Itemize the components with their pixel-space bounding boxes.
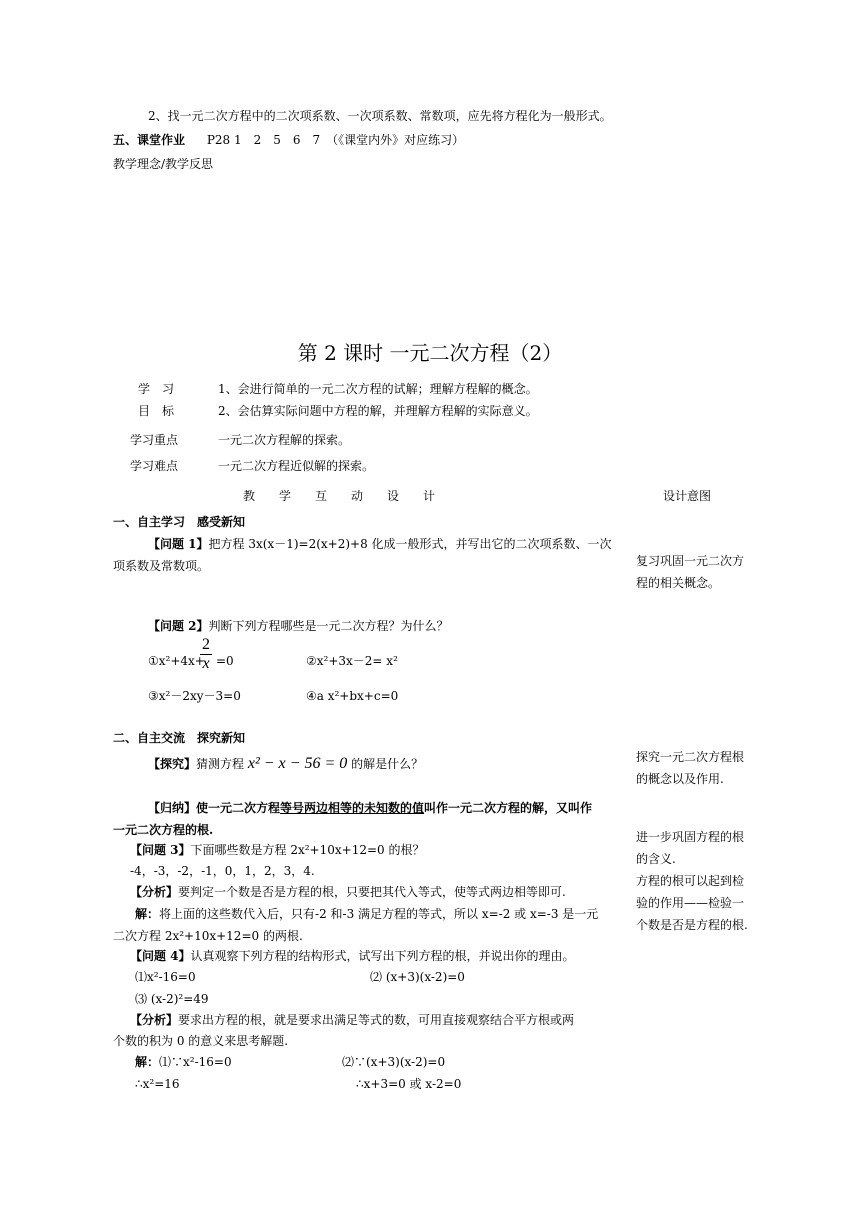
goal-1: 1、会进行简单的一元二次方程的试解；理解方程解的概念。 [218, 382, 538, 396]
solution-2-label: 解： [135, 1055, 160, 1069]
solution-2-line-1: ⑴∵x²-16=0 [159, 1055, 232, 1069]
analysis-2 [130, 1012, 574, 1028]
solution-2-line-2: ⑵∵(x+3)(x-2)=0 [342, 1055, 446, 1069]
solution-1-label: 解： [135, 907, 160, 921]
question-2-text: 判断下列方程哪些是一元二次方程？为什么？ [208, 619, 449, 633]
question-3-text: 下面哪些数是方程 2x²+10x+12=0 的根？ [190, 843, 425, 857]
note-point-2: 2、找一元二次方程中的二次项系数、一次项系数、常数项，应先将方程化为一般形式。 [148, 109, 612, 123]
question-3-label: 【问题 3】 [130, 843, 191, 857]
explore-text-b: 的解是什么？ [351, 757, 424, 771]
key-point-text: 一元二次方程解的探索。 [218, 433, 351, 447]
question-1 [148, 536, 612, 552]
question-1-cont: 项系数及常数项。 [113, 559, 210, 573]
question-4-label: 【问题 4】 [130, 949, 191, 963]
fraction-numerator: 2 [202, 636, 210, 653]
key-point-label: 学习重点 [130, 433, 179, 447]
section-heading-1: 一、自主学习 感受新知 [113, 515, 246, 529]
analysis-1-label: 【分析】 [130, 885, 179, 899]
equation-1-b: =0 [216, 654, 234, 668]
solution-2-a [135, 1054, 232, 1070]
difficulty-label: 学习难点 [130, 459, 179, 473]
section-heading-2: 二、自主交流 探究新知 [113, 731, 246, 745]
analysis-2-cont: 个数的积为 0 的意义来思考解题. [113, 1034, 289, 1048]
analysis-2-label: 【分析】 [130, 1013, 179, 1027]
equation-2: ②x²+3x－2= x² [306, 654, 398, 668]
explore-text-a: 猜测方程 [196, 757, 245, 771]
homework-label: 五、课堂作业 [113, 133, 186, 147]
goals-label-2: 目 标 [138, 404, 175, 418]
question-4-eq-3: ⑶ (x-2)²=49 [135, 992, 209, 1006]
homework-text: P28 1 2 5 6 7 （《课堂内外》对应练习） [206, 133, 465, 147]
question-2-label: 【问题 2】 [148, 619, 209, 633]
solution-2-line-4: ∴x+3=0 或 x-2=0 [356, 1077, 462, 1091]
analysis-2-text: 要求出方程的根，就是要求出满足等式的数，可用直接观察结合平方根或两 [178, 1013, 575, 1027]
explore-label: 【探究】 [148, 757, 197, 771]
reflection-label: 教学理念/教学反思 [113, 157, 214, 171]
side-note-2: 探究一元二次方程根的概念以及作用. [636, 750, 745, 786]
question-4-eq-1: ⑴x²-16=0 [135, 970, 196, 984]
page-title: 第 2 课时 一元二次方程（2） [297, 341, 563, 365]
solution-2-line-3: ∴x²=16 [135, 1077, 180, 1091]
explore-equation: x² − x − 56 = 0 [247, 755, 348, 772]
analysis-1-text: 要判定一个数是否是方程的根，只要把其代入等式，使等式两边相等即可. [178, 885, 566, 899]
question-3-numbers: -4，-3，-2，-1，0，1，2，3，4. [130, 864, 315, 878]
question-3 [130, 842, 424, 858]
goals-label-1: 学 习 [138, 382, 175, 396]
equation-4: ④a x²+bx+c=0 [306, 689, 399, 703]
column-header-main: 教 学 互 动 设 计 [243, 489, 436, 503]
question-4 [130, 948, 575, 964]
equation-3: ③x²－2xy－3=0 [148, 689, 241, 703]
question-1-text: 把方程 3x(x－1)=2(x+2)+8 化成一般形式，并写出它的二次项系数、一次 [208, 537, 612, 551]
side-note-1: 复习巩固一元二次方程的相关概念。 [636, 554, 745, 590]
equation-1-a: ①x²+4x+ [148, 654, 205, 668]
fraction-denominator: x [202, 655, 210, 672]
side-note-3: 进一步巩固方程的根的含义. 方程的根可以起到检验的作用——检验一个数是否是方程的根. [636, 830, 748, 932]
question-2 [148, 618, 449, 634]
column-header-side: 设计意图 [663, 489, 712, 503]
question-1-label: 【问题 1】 [148, 537, 209, 551]
analysis-1 [130, 884, 566, 900]
induction-cont: 一元二次方程的根. [113, 823, 214, 837]
difficulty-text: 一元二次方程近似解的探索。 [218, 459, 375, 473]
explore-line [148, 756, 423, 772]
question-4-text: 认真观察下列方程的结构形式，试写出下列方程的根，并说出你的理由。 [190, 949, 575, 963]
induction-line [148, 800, 592, 816]
homework-line [113, 132, 464, 148]
equation-1-fraction [195, 636, 217, 673]
solution-1-cont: 二次方程 2x²+10x+12=0 的两根. [113, 929, 303, 943]
question-4-eq-2: ⑵ (x+3)(x-2)=0 [370, 970, 465, 984]
goal-2: 2、会估算实际问题中方程的解，并理解方程解的实际意义。 [218, 404, 538, 418]
solution-1 [135, 906, 598, 922]
induction-text-a: 【归纳】使一元二次方程 [148, 801, 281, 815]
solution-1-text: 将上面的这些数代入后，只有-2 和-3 满足方程的等式，所以 x=-2 或 x=-3 是一元 [159, 907, 599, 921]
induction-underlined: 等号两边相等的未知数的值 [280, 801, 425, 815]
induction-text-b: 叫作一元二次方程的解，又叫作 [424, 801, 593, 815]
